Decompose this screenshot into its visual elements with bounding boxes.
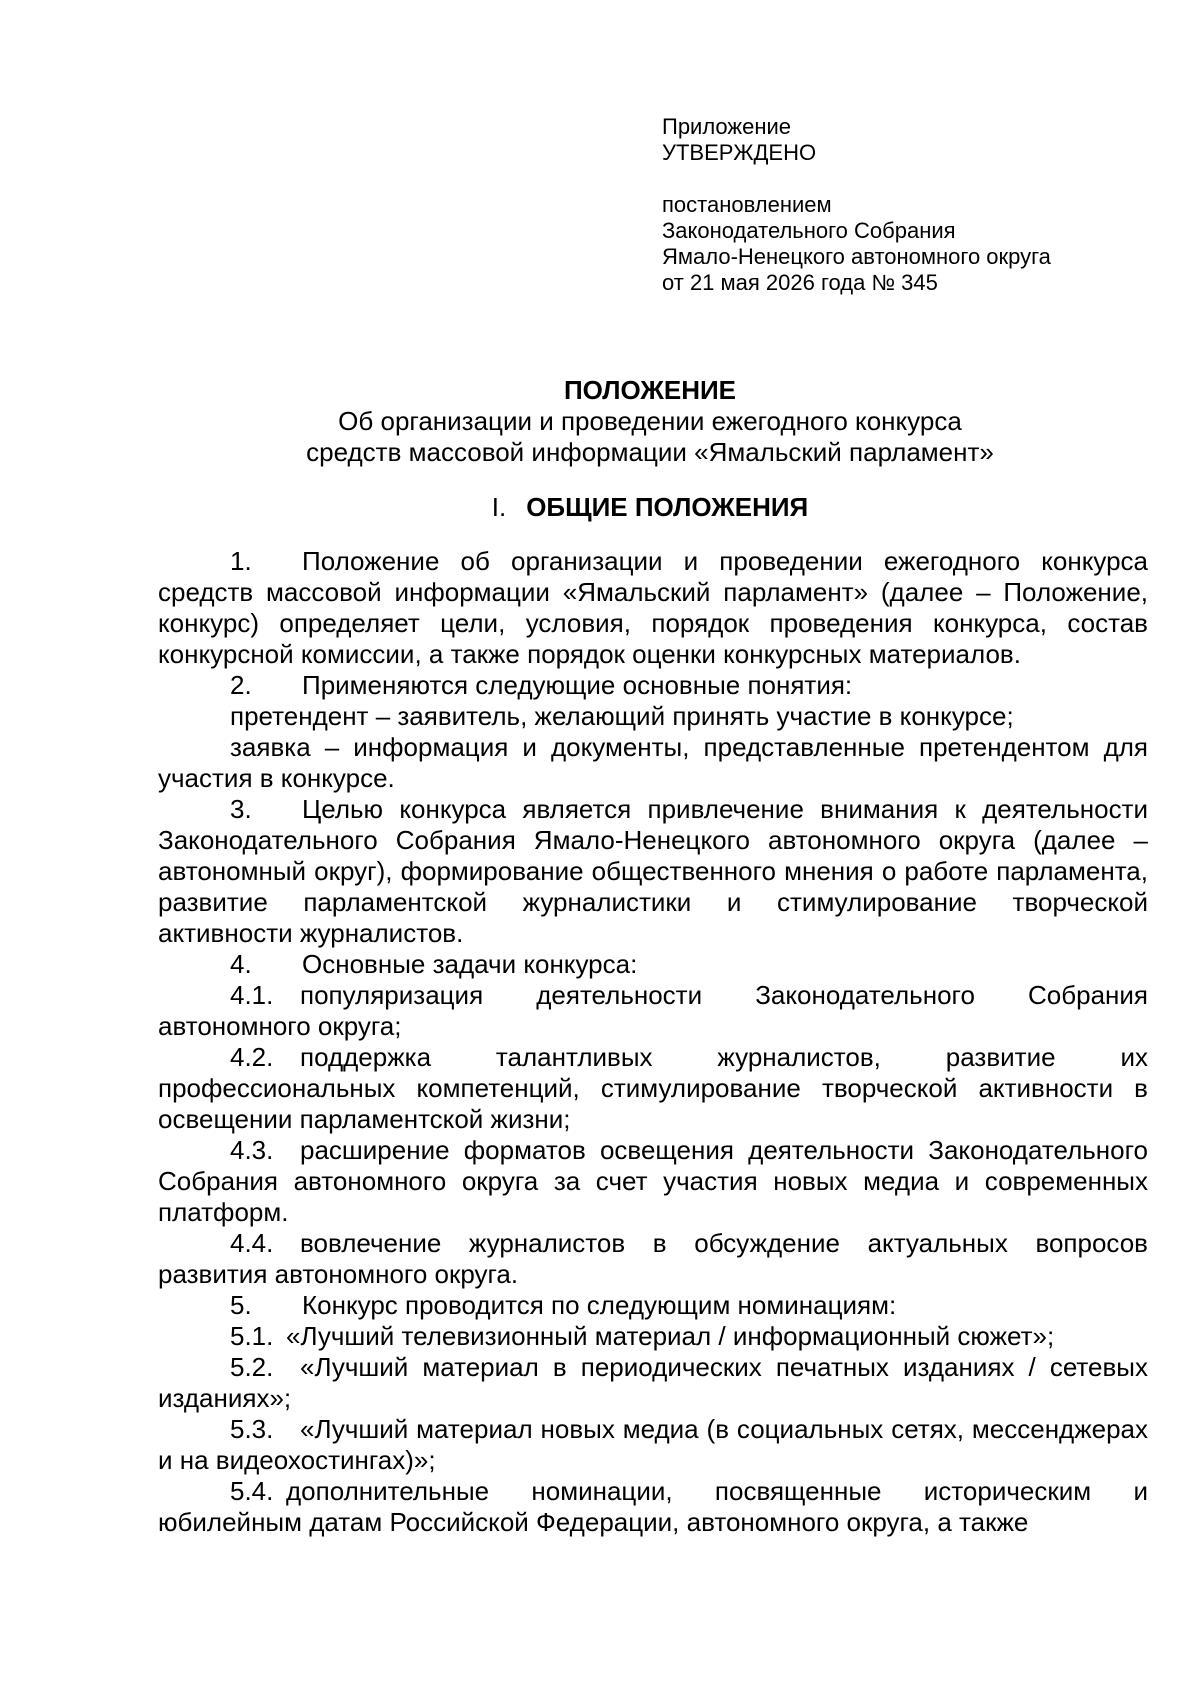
document-title: ПОЛОЖЕНИЕ [563,375,737,405]
paragraph-5-4 [158,1476,1148,1538]
document-body [158,546,1148,1538]
paragraph-text: расширение форматов освещения деятельности Законодательного Собрания автономного округа за счет участия новых медиа и современных платформ. [158,1135,1148,1227]
paragraph-text: Положение об организации и проведении ежегодного конкурса средств массовой информации «Ямальский парламент» (далее – Положение, конкурс) определяет цели, условия, порядок проведения конкурса, состав конкурсной комиссии, а также порядок оценки конкурсных материалов. [158,546,1148,669]
paragraph-5 [158,1290,1148,1321]
document-title-block [140,375,1160,468]
paragraph-text: Основные задачи конкурса: [302,949,638,979]
paragraph-number: 1. [230,546,252,576]
approval-stamp-block [662,114,1162,296]
paragraph-number: 2. [230,670,252,700]
paragraph-text: Применяются следующие основные понятия: [302,670,853,700]
approval-authority: Законодательного Собрания [662,218,956,243]
paragraph-1 [158,546,1148,670]
section-heading [140,492,1160,523]
paragraph-4-1 [158,980,1148,1042]
approval-region: Ямало-Ненецкого автономного округа [662,244,1051,269]
paragraph-text: Целью конкурса является привлечение внимания к деятельности Законодательного Собрания Ямало-Ненецкого автономного округа (далее – автономный округ), формирование общественного мнения о работе парламента, развитие парламентской журналистики и стимулирование творческой активности журналистов. [158,794,1148,948]
paragraph-5-2 [158,1352,1148,1414]
document-subtitle-line-1: Об организации и проведении ежегодного конкурса [338,406,962,436]
paragraph-text: поддержка талантливых журналистов, развитие их профессиональных компетенций, стимулирование творческой активности в освещении парламентской жизни; [158,1042,1148,1134]
paragraph-4 [158,949,1148,980]
paragraph-number: 5.3. [230,1414,274,1444]
paragraph-text: Конкурс проводится по следующим номинациям: [302,1290,897,1320]
paragraph-4-2 [158,1042,1148,1135]
paragraph-4-4 [158,1228,1148,1290]
paragraph-5-1 [158,1321,1148,1352]
paragraph-number: 5.2. [230,1352,274,1382]
approval-annex-label: Приложение [662,114,792,139]
section-title: ОБЩИЕ ПОЛОЖЕНИЯ [526,492,809,522]
paragraph-number: 4.4. [230,1228,274,1258]
definition-applicant [158,701,1148,732]
paragraph-5-3 [158,1414,1148,1476]
paragraph-number: 4. [230,949,252,979]
paragraph-2 [158,670,1148,701]
approval-approved-label: УТВЕРЖДЕНО [662,140,817,165]
paragraph-number: 5.4. [230,1476,274,1506]
approval-date-number: от 21 мая 2026 года № 345 [662,270,938,295]
approval-resolution-label: постановлением [662,192,832,217]
document-subtitle-line-2: средств массовой информации «Ямальский парламент» [306,437,994,467]
paragraph-text: «Лучший материал в периодических печатных изданиях / сетевых изданиях»; [158,1352,1148,1413]
paragraph-text: заявка – информация и документы, представленные претендентом для участия в конкурсе. [158,732,1148,793]
paragraph-number: 5. [230,1290,252,1320]
definition-application [158,732,1148,794]
section-number: I. [491,492,507,522]
paragraph-text: дополнительные номинации, посвященные историческим и юбилейным датам Российской Федерации, автономного округа, а также [158,1476,1148,1537]
paragraph-text: популяризация деятельности Законодательного Собрания автономного округа; [158,980,1148,1041]
paragraph-number: 4.2. [230,1042,274,1072]
paragraph-4-3 [158,1135,1148,1228]
paragraph-text: вовлечение журналистов в обсуждение актуальных вопросов развития автономного округа. [158,1228,1148,1289]
paragraph-number: 4.3. [230,1135,274,1165]
paragraph-text: «Лучший материал новых медиа (в социальных сетях, мессенджерах и на видеохостингах)»; [158,1414,1148,1475]
paragraph-3 [158,794,1148,949]
paragraph-number: 3. [230,794,252,824]
paragraph-number: 4.1. [230,980,274,1010]
paragraph-number: 5.1. [230,1321,274,1351]
paragraph-text: «Лучший телевизионный материал / информационный сюжет»; [286,1321,1055,1351]
paragraph-text: претендент – заявитель, желающий принять участие в конкурсе; [230,701,1014,731]
